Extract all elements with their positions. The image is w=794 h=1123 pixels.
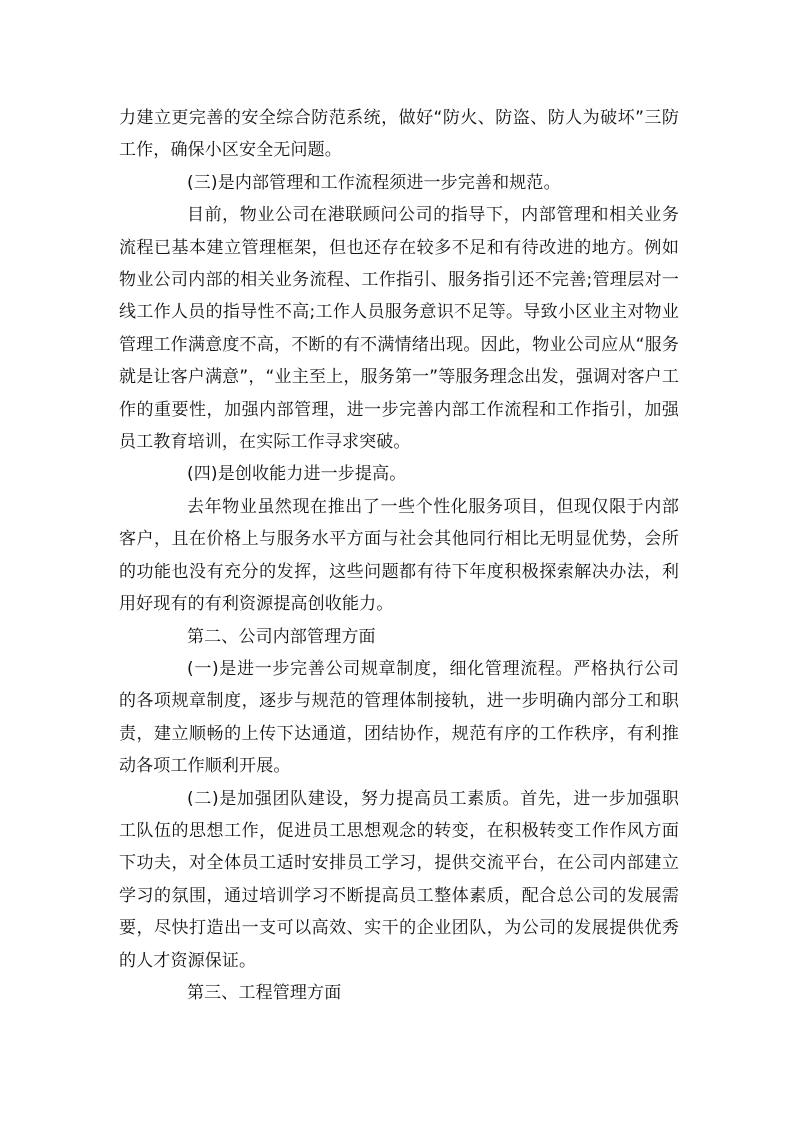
section-heading-revenue: (四)是创收能力进一步提高。	[187, 464, 407, 485]
paragraph-continuation: 力建立更完善的安全综合防范系统，做好“防火、防盗、防人为破坏”三防工作，确保小区安全无问题。	[119, 108, 679, 161]
paragraph-team-building: (二)是加强团队建设，努力提高员工素质。首先，进一步加强职工队伍的思想工作，促进员工思想观念的转变，在积极转变工作作风方面下功夫，对全体员工适时安排员工学习，提供交流平台，在公司内部建立学习的氛围，通过培训学习不断提高员工整体素质，配合总公司的发展需要，尽快打造出一支可以高效、实干的企业团队，为公司的发展提供优秀的人才资源保证。	[119, 788, 679, 971]
section-heading-internal-process: (三)是内部管理和工作流程须进一步完善和规范。	[187, 172, 561, 193]
paragraph-regulations: (一)是进一步完善公司规章制度，细化管理流程。严格执行公司的各项规章制度，逐步与规范的管理体制接轨，进一步明确内部分工和职责，建立顺畅的上传下达通道，团结协作，规范有序的工作秩序，有利推动各项工作顺利开展。	[119, 658, 679, 777]
section-heading-company-management: 第二、公司内部管理方面	[187, 626, 376, 647]
section-heading-engineering: 第三、工程管理方面	[187, 982, 342, 1003]
paragraph-revenue: 去年物业虽然现在推出了一些个性化服务项目，但现仅限于内部客户，且在价格上与服务水平方面与社会其他同行相比无明显优势，会所的功能也没有充分的发挥，这些问题都有待下年度积极探索解决办法，利用好现有的有利资源提高创收能力。	[119, 496, 679, 615]
paragraph-internal-process: 目前，物业公司在港联顾问公司的指导下，内部管理和相关业务流程已基本建立管理框架，但也还存在较多不足和有待改进的地方。例如物业公司内部的相关业务流程、工作指引、服务指引还不完善;管理层对一线工作人员的指导性不高;工作人员服务意识不足等。导致小区业主对物业管理工作满意度不高，不断的有不满情绪出现。因此，物业公司应从“服务就是让客户满意”，“业主至上，服务第一”等服务理念出发，强调对客户工作的重要性，加强内部管理，进一步完善内部工作流程和工作指引，加强员工教育培训，在实际工作寻求突破。	[119, 205, 679, 453]
document-body	[119, 102, 679, 1009]
